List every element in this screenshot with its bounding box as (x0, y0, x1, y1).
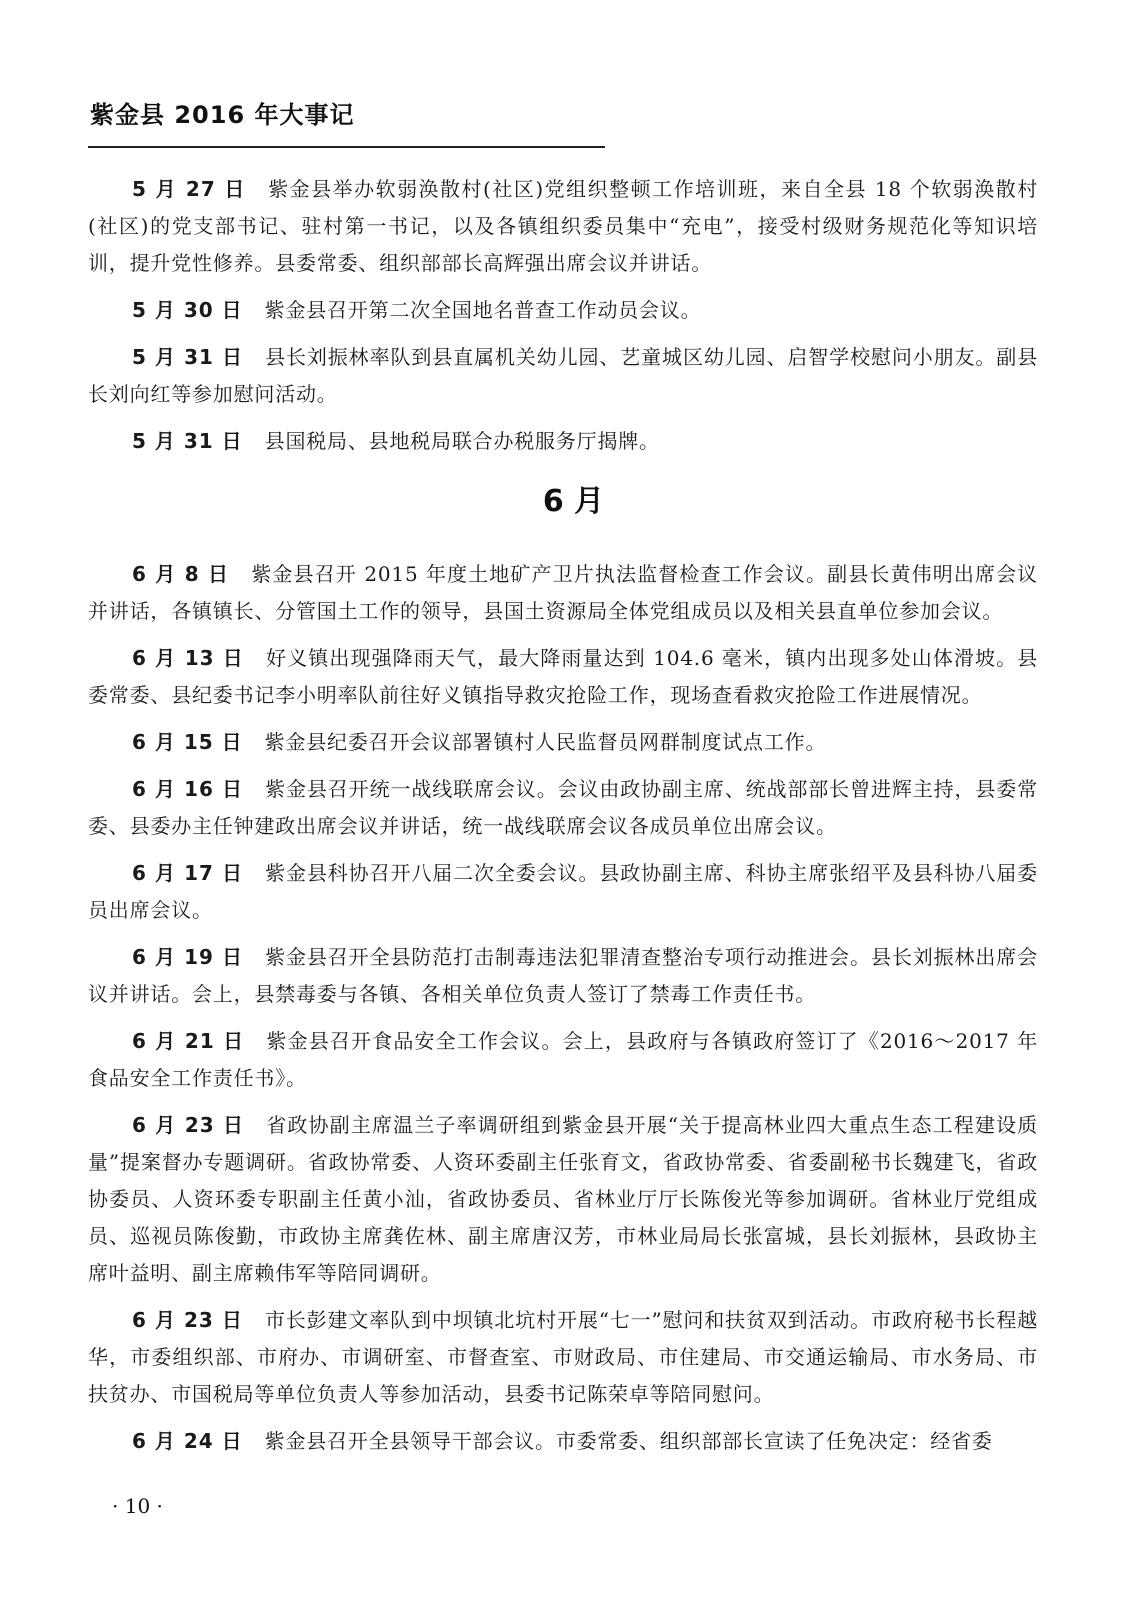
entry-june-23-a (88, 1107, 1038, 1292)
entry-date: 6 月 21 日 (132, 1029, 245, 1053)
entry-text: 紫金县召开食品安全工作会议。会上，县政府与各镇政府签订了《2016～2017 年食品安全工作责任书》。 (88, 1029, 1038, 1090)
entry-date: 5 月 31 日 (132, 429, 243, 453)
entry-text: 紫金县召开全县防范打击制毒违法犯罪清查整治专项行动推进会。县长刘振林出席会议并讲话。会上，县禁毒委与各镇、各相关单位负责人签订了禁毒工作责任书。 (88, 945, 1039, 1006)
running-header-title: 紫金县 2016 年大事记 (90, 101, 355, 129)
entry-may-27 (88, 171, 1038, 282)
entry-june-19 (88, 939, 1038, 1013)
entry-text: 市长彭建文率队到中坝镇北坑村开展“七一”慰问和扶贫双到活动。市政府秘书长程越华，市委组织部、市府办、市调研室、市督查室、市财政局、市住建局、市交通运输局、市水务局、市扶贫办、市国税局等单位负责人等参加活动，县委书记陈荣卓等陪同慰问。 (88, 1308, 1038, 1406)
month-heading-june: 6 月 (542, 484, 605, 519)
entry-text: 紫金县召开统一战线联席会议。会议由政协副主席、统战部部长曾进辉主持，县委常委、县委办主任钟建政出席会议并讲话，统一战线联席会议各成员单位出席会议。 (88, 777, 1039, 838)
entry-june-21 (88, 1023, 1038, 1097)
entry-date: 6 月 8 日 (132, 562, 230, 586)
entry-text: 紫金县召开第二次全国地名普查工作动员会议。 (264, 298, 702, 322)
entry-june-17 (88, 855, 1038, 929)
entry-may-30 (88, 292, 1038, 329)
entry-text: 紫金县召开 2015 年度土地矿产卫片执法监督检查工作会议。副县长黄伟明出席会议并讲话，各镇镇长、分管国土工作的领导，县国土资源局全体党组成员以及相关县直单位参加会议。 (88, 562, 1038, 623)
entry-date: 6 月 17 日 (132, 861, 244, 885)
entry-june-13 (88, 640, 1038, 714)
entry-date: 6 月 16 日 (132, 777, 244, 801)
entry-date: 6 月 23 日 (132, 1113, 245, 1137)
entry-june-16 (88, 771, 1038, 845)
entry-date: 5 月 31 日 (132, 345, 244, 369)
entry-date: 5 月 27 日 (132, 177, 247, 201)
entry-june-23-b (88, 1302, 1038, 1413)
entry-text: 紫金县召开全县领导干部会议。市委常委、组织部部长宣读了任免决定：经省委 (264, 1429, 993, 1453)
page-number: · 10 · (112, 1494, 163, 1518)
entry-text: 紫金县纪委召开会议部署镇村人民监督员网群制度试点工作。 (264, 730, 827, 754)
entry-date: 5 月 30 日 (132, 298, 243, 322)
entry-date: 6 月 19 日 (132, 945, 244, 969)
entry-text: 省政协副主席温兰子率调研组到紫金县开展“关于提高林业四大重点生态工程建设质量”提案督办专题调研。省政协常委、人资环委副主任张育文，省政协常委、省委副秘书长魏建飞，省政协委员、人资环委专职副主任黄小汕，省政协委员、省林业厅厅长陈俊光等参加调研。省林业厅党组成员、巡视员陈俊勤，市政协主席龚佐林、副主席唐汉芳，市林业局局长张富城，县长刘振林，县政协主席叶益明、副主席赖伟军等陪同调研。 (88, 1113, 1039, 1285)
entry-text: 县国税局、县地税局联合办税服务厅揭牌。 (264, 429, 660, 453)
entry-date: 6 月 23 日 (132, 1308, 243, 1332)
entry-june-15 (88, 724, 1038, 761)
entry-may-31-b (88, 423, 1038, 460)
entry-june-8 (88, 556, 1038, 630)
entry-date: 6 月 24 日 (132, 1429, 243, 1453)
entry-text: 紫金县科协召开八届二次全委会议。县政协副主席、科协主席张绍平及县科协八届委员出席会议。 (88, 861, 1039, 922)
entry-text: 好义镇出现强降雨天气，最大降雨量达到 104.6 毫米，镇内出现多处山体滑坡。县委常委、县纪委书记李小明率队前往好义镇指导救灾抢险工作，现场查看救灾抢险工作进展情况。 (88, 646, 1038, 707)
entry-may-31-a (88, 339, 1038, 413)
entry-june-24 (88, 1423, 1038, 1460)
june-entries (88, 556, 1038, 1470)
entry-text: 县长刘振林率队到县直属机关幼儿园、艺童城区幼儿园、启智学校慰问小朋友。副县长刘向红等参加慰问活动。 (88, 345, 1039, 406)
may-entries (88, 171, 1038, 470)
entry-date: 6 月 15 日 (132, 730, 243, 754)
header-rule (88, 146, 605, 148)
entry-date: 6 月 13 日 (132, 646, 245, 670)
entry-text: 紫金县举办软弱涣散村(社区)党组织整顿工作培训班，来自全县 18 个软弱涣散村(社区)的党支部书记、驻村第一书记，以及各镇组织委员集中“充电”，接受村级财务规范化等知识培训，提升党性修养。县委常委、组织部部长高辉强出席会议并讲话。 (88, 177, 1039, 275)
